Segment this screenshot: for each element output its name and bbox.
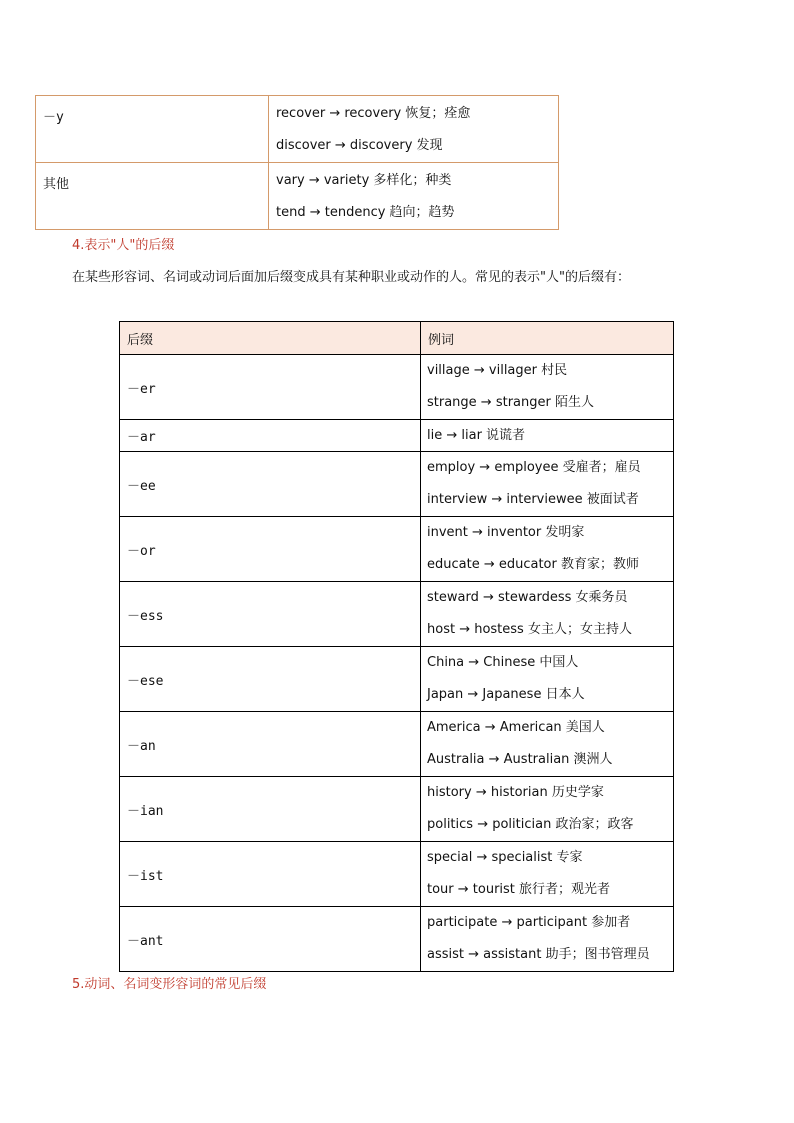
example-line: Japan → Japanese 日本人 [427,687,585,702]
example-line: participate → participant 参加者 [427,915,631,930]
table-row [120,842,674,907]
table-row [120,712,674,777]
example-line: China → Chinese 中国人 [427,655,579,670]
examples-cell [421,907,674,972]
example-line: employ → employee 受雇者；雇员 [427,460,641,475]
examples-cell [269,96,559,163]
suffix-cell: 其他 [36,163,269,230]
table-row [120,452,674,517]
examples-cell [421,420,674,452]
table-row [120,907,674,972]
person-suffix-table [119,321,674,972]
examples-cell [421,582,674,647]
table-row [120,355,674,420]
suffix-cell: －ant [120,907,421,972]
header-row [120,322,674,355]
table-body [36,96,559,230]
suffix-cell: －or [120,517,421,582]
suffix-cell: －ee [120,452,421,517]
table-row [120,420,674,452]
examples-cell [421,355,674,420]
suffix-cell: －ess [120,582,421,647]
example-line: invent → inventor 发明家 [427,525,585,540]
section-heading-4: 4.表示"人"的后缀 [72,238,175,253]
examples-cell [421,842,674,907]
example-line: strange → stranger 陌生人 [427,395,594,410]
example-line: host → hostess 女主人；女主持人 [427,622,632,637]
example-line: history → historian 历史学家 [427,785,604,800]
table-row [120,777,674,842]
example-line: special → specialist 专家 [427,850,583,865]
examples-cell [421,777,674,842]
examples-cell [269,163,559,230]
column-header-examples: 例词 [421,322,674,355]
suffix-cell: －y [36,96,269,163]
table-row [36,163,559,230]
example-line: interview → interviewee 被面试者 [427,492,639,507]
table-row [120,582,674,647]
examples-cell [421,517,674,582]
example-line: politics → politician 政治家；政客 [427,817,634,832]
suffix-cell: －an [120,712,421,777]
example-line: discover → discovery 发现 [276,138,443,153]
suffix-cell: －ist [120,842,421,907]
example-line: assist → assistant 助手；图书管理员 [427,947,650,962]
example-line: tend → tendency 趋向；趋势 [276,205,455,220]
example-line: recover → recovery 恢复；痊愈 [276,106,471,121]
example-line: educate → educator 教育家；教师 [427,557,639,572]
suffix-cell: －ar [120,420,421,452]
example-line: lie → liar 说谎者 [427,428,526,443]
examples-cell [421,712,674,777]
table-body [120,355,674,972]
column-header-suffix: 后缀 [120,322,421,355]
suffix-table-continued [35,95,559,230]
examples-cell [421,452,674,517]
suffix-cell: －ese [120,647,421,712]
example-line: village → villager 村民 [427,363,568,378]
example-line: vary → variety 多样化；种类 [276,173,452,188]
example-line: Australia → Australian 澳洲人 [427,752,613,767]
section-intro: 在某些形容词、名词或动词后面加后缀变成具有某种职业或动作的人。常见的表示"人"的后缀有： [72,270,630,285]
table-row [120,517,674,582]
suffix-cell: －er [120,355,421,420]
table-row [36,96,559,163]
section-heading-5: 5.动词、名词变形容词的常见后缀 [72,977,267,992]
example-line: America → American 美国人 [427,720,605,735]
example-line: steward → stewardess 女乘务员 [427,590,628,605]
examples-cell [421,647,674,712]
table-row [120,647,674,712]
example-line: tour → tourist 旅行者；观光者 [427,882,611,897]
suffix-cell: －ian [120,777,421,842]
